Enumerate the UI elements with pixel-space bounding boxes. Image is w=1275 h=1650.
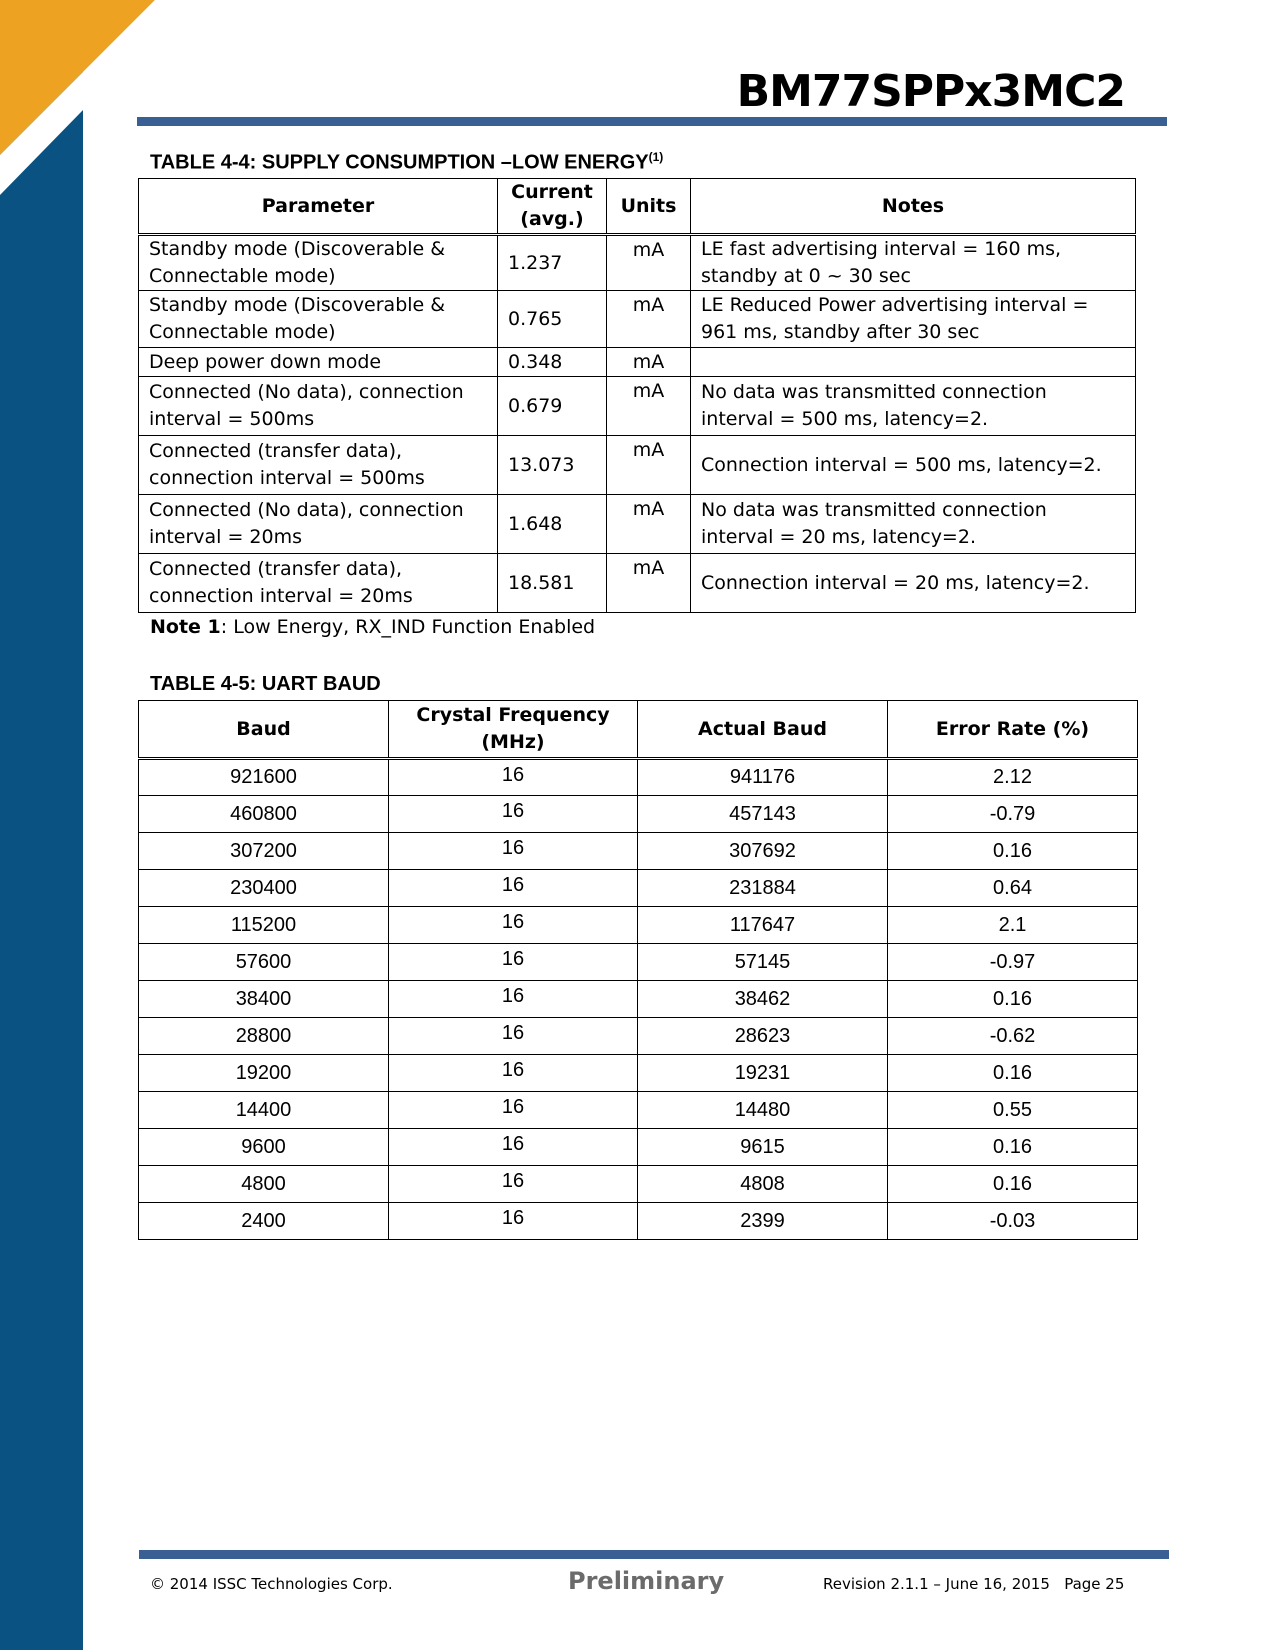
page-corner-decoration [0,0,160,1650]
cell-notes: No data was transmitted connection interval = 20 ms, latency=2. [691,495,1136,554]
cell-notes: LE Reduced Power advertising interval = 961 ms, standby after 30 sec [691,291,1136,348]
cell-crystal-frequency: 16 [389,759,638,796]
col-header-baud: Baud [139,701,389,759]
cell-crystal-frequency: 16 [389,981,638,1018]
cell-error-rate: 0.55 [888,1092,1138,1129]
cell-units: mA [607,348,691,377]
table-row [139,944,1138,981]
table-row [139,1018,1138,1055]
cell-units: mA [607,235,691,291]
col-header-error-rate: Error Rate (%) [888,701,1138,759]
table-row [139,1092,1138,1129]
cell-actual-baud: 14480 [638,1092,888,1129]
cell-notes: Connection interval = 20 ms, latency=2. [691,554,1136,613]
cell-baud: 28800 [139,1018,389,1055]
header-rule [137,117,1167,126]
uart-baud-table [138,700,1138,1240]
cell-baud: 57600 [139,944,389,981]
col-header-parameter: Parameter [139,179,498,235]
cell-current: 0.679 [498,377,607,436]
cell-crystal-frequency: 16 [389,1092,638,1129]
cell-baud: 14400 [139,1092,389,1129]
table-row [139,870,1138,907]
cell-current: 0.765 [498,291,607,348]
table-row [139,759,1138,796]
cell-actual-baud: 117647 [638,907,888,944]
supply-consumption-table [138,178,1136,613]
page-number: Page 25 [1064,1575,1125,1593]
table-row [139,348,1136,377]
cell-crystal-frequency: 16 [389,1203,638,1240]
col-header-notes: Notes [691,179,1136,235]
cell-baud: 460800 [139,796,389,833]
cell-notes [691,348,1136,377]
col-header-crystal-frequency: Crystal Frequency (MHz) [389,701,638,759]
table-row [139,1203,1138,1240]
table-row [139,235,1136,291]
table-row [139,907,1138,944]
cell-actual-baud: 941176 [638,759,888,796]
cell-crystal-frequency: 16 [389,944,638,981]
cell-crystal-frequency: 16 [389,1166,638,1203]
cell-actual-baud: 307692 [638,833,888,870]
footer-copyright: © 2014 ISSC Technologies Corp. [150,1575,393,1593]
cell-baud: 19200 [139,1055,389,1092]
col-header-current: Current (avg.) [498,179,607,235]
cell-actual-baud: 38462 [638,981,888,1018]
cell-actual-baud: 231884 [638,870,888,907]
col-header-units: Units [607,179,691,235]
cell-baud: 307200 [139,833,389,870]
table-row [139,436,1136,495]
cell-notes: Connection interval = 500 ms, latency=2. [691,436,1136,495]
cell-error-rate: 0.16 [888,1055,1138,1092]
footnote-label: Note 1 [150,616,221,638]
cell-error-rate: -0.62 [888,1018,1138,1055]
cell-baud: 9600 [139,1129,389,1166]
cell-baud: 2400 [139,1203,389,1240]
table-4-4-caption [150,150,663,175]
cell-current: 0.348 [498,348,607,377]
cell-units: mA [607,377,691,436]
caption-footnote-marker: (1) [648,150,664,164]
uart-baud-rows [139,759,1138,1240]
cell-error-rate: -0.97 [888,944,1138,981]
table-row [139,833,1138,870]
cell-error-rate: 0.16 [888,1129,1138,1166]
table-row [139,981,1138,1018]
table-footnote [150,616,595,638]
caption-text: TABLE 4-4: SUPPLY CONSUMPTION –LOW ENERGY [150,151,649,174]
cell-actual-baud: 4808 [638,1166,888,1203]
table-4-5-caption: TABLE 4-5: UART BAUD [150,673,381,695]
cell-actual-baud: 457143 [638,796,888,833]
cell-baud: 4800 [139,1166,389,1203]
table-header-row [139,179,1136,235]
col-header-actual-baud: Actual Baud [638,701,888,759]
cell-actual-baud: 19231 [638,1055,888,1092]
table-row [139,1055,1138,1092]
cell-actual-baud: 28623 [638,1018,888,1055]
cell-units: mA [607,291,691,348]
cell-crystal-frequency: 16 [389,796,638,833]
table-row [139,495,1136,554]
cell-error-rate: 0.16 [888,833,1138,870]
cell-parameter: Connected (transfer data), connection interval = 20ms [139,554,498,613]
document-title: BM77SPPx3MC2 [736,66,1125,117]
cell-parameter: Standby mode (Discoverable & Connectable mode) [139,235,498,291]
cell-baud: 115200 [139,907,389,944]
cell-current: 18.581 [498,554,607,613]
cell-crystal-frequency: 16 [389,907,638,944]
cell-crystal-frequency: 16 [389,870,638,907]
cell-units: mA [607,495,691,554]
cell-current: 1.648 [498,495,607,554]
cell-parameter: Standby mode (Discoverable & Connectable mode) [139,291,498,348]
footer-rule [139,1550,1169,1559]
cell-crystal-frequency: 16 [389,1018,638,1055]
cell-actual-baud: 57145 [638,944,888,981]
cell-error-rate: 2.1 [888,907,1138,944]
cell-baud: 38400 [139,981,389,1018]
table-row [139,554,1136,613]
cell-parameter: Connected (No data), connection interval = 500ms [139,377,498,436]
footer-revision [823,1575,1124,1593]
cell-notes: LE fast advertising interval = 160 ms, standby at 0 ~ 30 sec [691,235,1136,291]
cell-crystal-frequency: 16 [389,833,638,870]
table-row [139,291,1136,348]
table-row [139,1129,1138,1166]
cell-units: mA [607,436,691,495]
cell-actual-baud: 2399 [638,1203,888,1240]
cell-current: 13.073 [498,436,607,495]
cell-error-rate: 2.12 [888,759,1138,796]
cell-actual-baud: 9615 [638,1129,888,1166]
table-row [139,377,1136,436]
revision-text: Revision 2.1.1 – June 16, 2015 [823,1575,1050,1593]
table-header-row [139,701,1138,759]
cell-error-rate: 0.64 [888,870,1138,907]
cell-error-rate: -0.03 [888,1203,1138,1240]
cell-baud: 921600 [139,759,389,796]
cell-crystal-frequency: 16 [389,1055,638,1092]
cell-error-rate: -0.79 [888,796,1138,833]
cell-parameter: Connected (No data), connection interval = 20ms [139,495,498,554]
cell-error-rate: 0.16 [888,1166,1138,1203]
cell-baud: 230400 [139,870,389,907]
cell-parameter: Deep power down mode [139,348,498,377]
footnote-text: : Low Energy, RX_IND Function Enabled [220,616,596,638]
table-row [139,1166,1138,1203]
cell-error-rate: 0.16 [888,981,1138,1018]
cell-parameter: Connected (transfer data), connection interval = 500ms [139,436,498,495]
cell-current: 1.237 [498,235,607,291]
table-row [139,796,1138,833]
cell-units: mA [607,554,691,613]
footer-status: Preliminary [568,1567,725,1595]
cell-notes: No data was transmitted connection interval = 500 ms, latency=2. [691,377,1136,436]
cell-crystal-frequency: 16 [389,1129,638,1166]
blue-corner-wedge [0,110,83,1650]
